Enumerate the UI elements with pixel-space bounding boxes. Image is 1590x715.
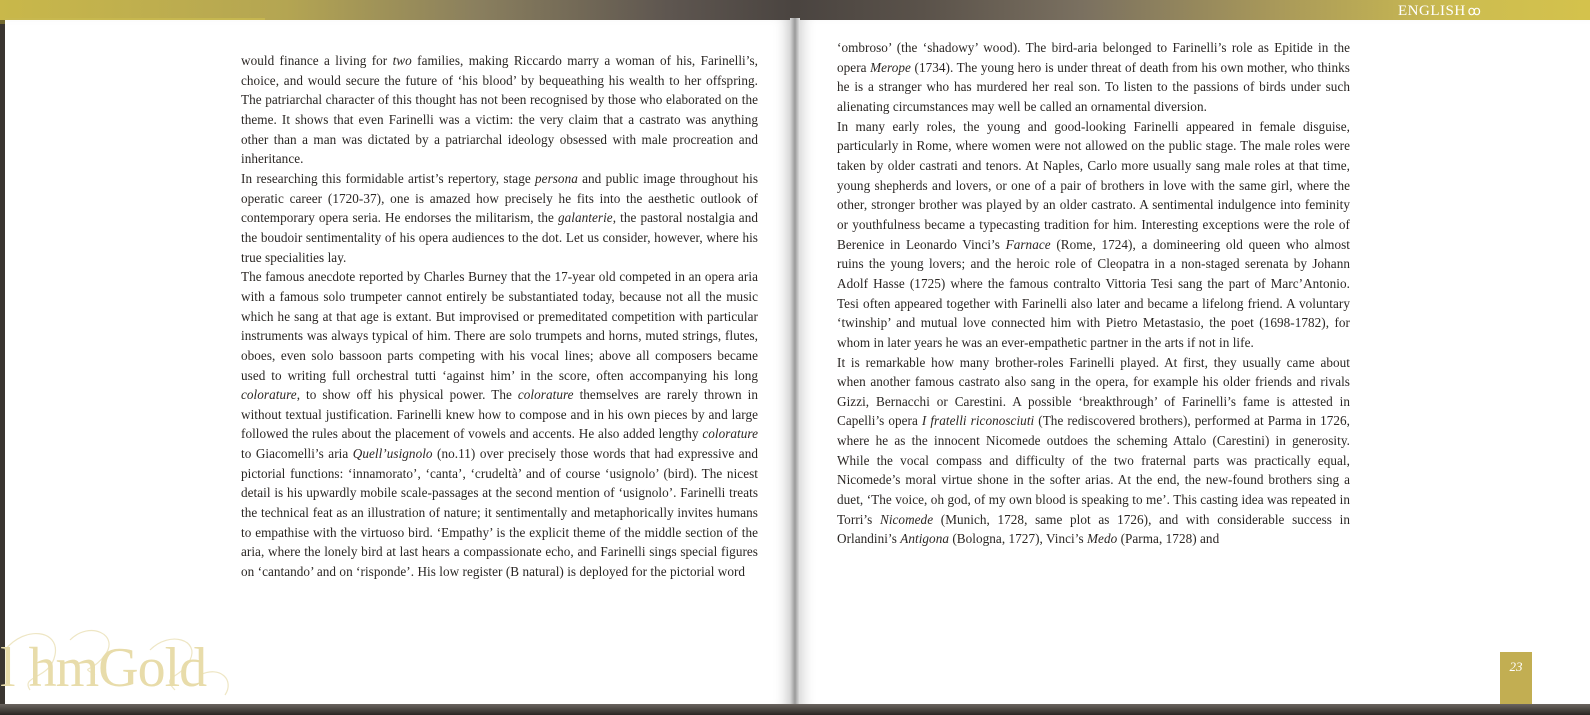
- text-run: The famous anecdote reported by Charles Burney that the 17-year old competed in an opera aria with a famous solo trumpeter cannot entirely be substantiated today, because not all the music which he sang at that age is extant. But improvised or premeditated competition with particular instruments was always typical of him. There are solo trumpets and horns, muted strings, flutes, oboes, even solo bassoon parts competing with his vocal lines; above all composers became used to writing full orchestral tutti ‘against him’ in the score, often accompanying his long: [241, 269, 758, 383]
- book-gutter: [790, 18, 800, 708]
- paragraph: [837, 353, 1350, 550]
- page-number-text: 23: [1509, 659, 1523, 674]
- paragraph: [241, 267, 758, 582]
- text-run: (Parma, 1728) and: [1117, 531, 1220, 547]
- italic-text: Farnace: [1005, 236, 1051, 252]
- text-run: , to show off his physical power. The: [296, 387, 518, 403]
- text-run: and public image throughout his operatic career (1720-37), one is amazed how precisely he fits into the aesthetic outlook of contemporary opera seria. He endorses the militarism, the: [241, 170, 758, 226]
- italic-text: Nicomede: [879, 511, 934, 527]
- text-run: ‘ombroso’ (the ‘shadowy’ wood). The bird-aria belonged to Farinelli’s role as Epitide in the opera: [837, 40, 1350, 75]
- text-run: (no.11) over precisely those words that had expressive and pictorial functions: ‘innamorato’, ‘canta’, ‘crudeltà’ and of course ‘usignolo’ (bird). The nicest detail is his upwardly mobile scale-passages at the second mention of ‘usignolo’. Farinelli treats the technical feat as an illustration of nature; it sentimentally and metaphorically invites humans to empathise with the virtuoso bird. ‘Empathy’ is the explicit theme of the middle section of the aria, where the lonely bird at last hears a compassionate echo, and Farinelli sings special figures on ‘cantando’ and on ‘risponde’. His low register (B natural) is deployed for the pictorial word: [241, 446, 758, 580]
- logo-text: hmGold: [28, 637, 207, 699]
- paragraph: [837, 117, 1350, 353]
- italic-text: Quell’usignolo: [352, 446, 433, 462]
- bottom-edge: [0, 704, 1590, 715]
- text-run: In researching this formidable artist’s repertory, stage: [241, 170, 536, 186]
- paragraph: [241, 169, 758, 267]
- brand-logo: [0, 637, 207, 699]
- text-run: families, making Riccardo marry a woman of his, Farinelli’s, choice, and would secure the future of ‘his blood’ by bequeathing his wealth to her offspring. The patriarchal character of this thought has not been recognised by those who elaborated on the theme. It shows that even Farinelli was a victim: the very claim that a castrato was anything other than a man was dictated by a patriarchal ideology obsessed with male procreation and inheritance.: [241, 53, 758, 167]
- italic-text: colorature: [241, 387, 297, 403]
- italic-text: galanterie: [558, 210, 613, 226]
- italic-text: colorature: [702, 426, 758, 442]
- text-run: (Bologna, 1727), Vinci’s: [949, 531, 1087, 547]
- text-run: themselves are rarely thrown in without textual justification. Farinelli knew how to compose and in his own pieces by and large followed the rules about the placement of vowels and accents. He also added lengthy: [241, 387, 758, 442]
- section-label: [1398, 3, 1481, 20]
- text-run: In many early roles, the young and good-looking Farinelli appeared in female disguise, particularly in Rome, where women were not allowed on the public stage. The male roles were taken by older castrati and tenors. At Naples, Carlo more usually sang male roles at that time, young shepherds and lovers, or one of a pair of brothers in love with the same girl, where the other, stronger brother was played by an older castrato. A sentimental indulgence into feminity or youthfulness became a typecasting tradition for him. Interesting exceptions were the role of Berenice in Leonardo Vinci’s: [837, 118, 1350, 252]
- logo-fragment: l: [0, 637, 15, 699]
- text-run: would finance a living for: [241, 53, 393, 68]
- text-run: It is remarkable how many brother-roles Farinelli played. At first, they usually came about when another famous castrato also sang in the opera, for example his older friends and rivals Gizzi, Bernacchi or Carestini. A possible ‘breakthrough’ of Farinelli’s fame is attested in Capelli’s opera: [837, 354, 1350, 429]
- text-run: to Giacomelli’s aria: [241, 446, 353, 462]
- italic-text: colorature: [517, 387, 574, 403]
- page-number: [1500, 652, 1532, 708]
- section-label-text: ENGLISH: [1398, 3, 1466, 19]
- right-text-column: [837, 38, 1350, 549]
- text-run: , the pastoral nostalgia and the boudoir sentimentality of his opera audiences to the dot. Let us consider, however, where his true specialities lay.: [241, 210, 758, 265]
- italic-text: Merope: [870, 59, 911, 75]
- text-run: (Munich, 1728, same plot as 1726), and with considerable success in Orlandini’s: [837, 511, 1350, 547]
- text-run: (1734). The young hero is under threat of death from his own mother, who thinks he is a stranger who has murdered her real son. To listen to the passions of birds under such alienating circumstances may well be called an ornamental diversion.: [837, 59, 1350, 114]
- italic-text: two: [392, 53, 412, 68]
- text-run: (Rome, 1724), a domineering old queen who almost ruins the young lovers; and the heroic role of Cleopatra in a non-staged serenata by Johann Adolf Hasse (1725) where the famous contralto Vittoria Tesi sang the part of Marc’Antonio. Tesi often appeared together with Farinelli also later and became a lifelong friend. A voluntary ‘twinship’ and mutual love connected him with Pietro Metastasio, the poet (1698-1782), for whom in later years he was an ever-empathetic partner in the arts if not in life.: [837, 236, 1350, 350]
- italic-text: persona: [535, 170, 578, 186]
- paragraph: [837, 38, 1350, 117]
- italic-text: Antigona: [900, 531, 949, 547]
- italic-text: I fratelli riconosciuti: [921, 413, 1035, 429]
- text-run: (The rediscovered brothers), performed at Parma in 1726, where he as the innocent Nicomede outdoes the scheming Attalo (Carestini) in generosity. While the vocal compass and difficulty of the two fraternal parts was practically equal, Nicomede’s moral virtue shone in the softer arias. At the end, the new-found brothers sing a duet, ‘The voice, oh god, of my own blood is speaking to me’. This casting idea was repeated in Torri’s: [837, 413, 1350, 527]
- paragraph: [241, 51, 758, 169]
- ornament-icon: ꝏ: [1467, 3, 1482, 18]
- italic-text: Medo: [1087, 531, 1118, 547]
- left-text-column: [241, 51, 758, 582]
